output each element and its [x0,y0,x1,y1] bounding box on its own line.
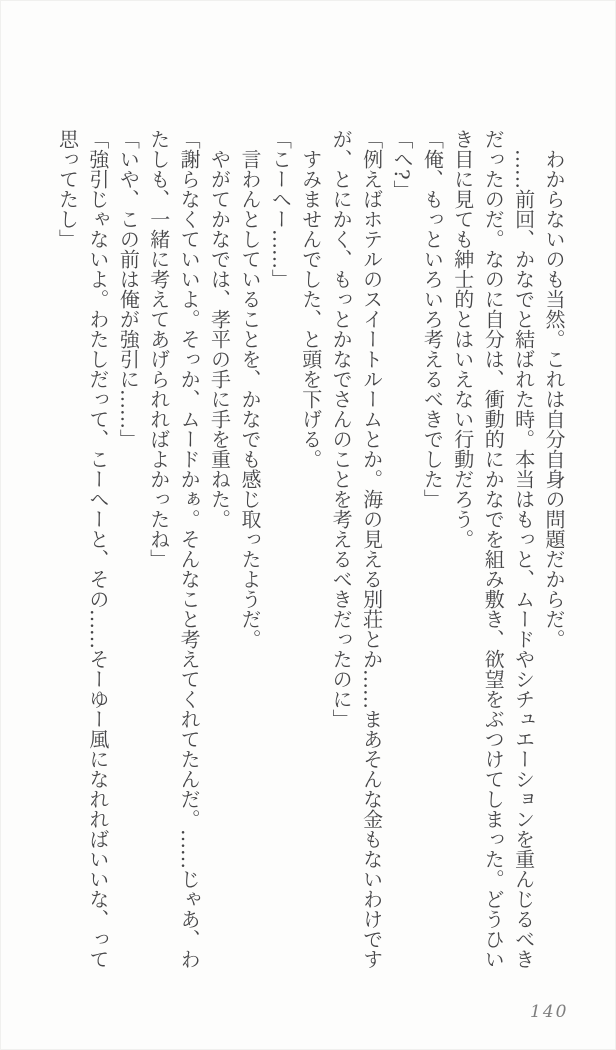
text-column-14: たしも、一緒に考えてあげられればよかったね」 [146,129,171,569]
text-column-5: 「俺、もっといろいろ考えるべきでした」 [420,129,445,509]
vertical-text-block [52,129,569,975]
text-column-16: 「強引じゃないよ。わたしだって、こーへーと、その……そーゆー風になれればいいな、って [85,129,110,969]
text-column-4: き目に見ても紳士的とはいえない行動だろう。 [450,129,475,549]
text-column-2: ……前回、かなでと結ばれた時。本当はもっと、ムードやシチュエーションを重んじるべき [511,149,536,969]
text-column-10: 「こーへー……」 [268,129,293,289]
text-column-9: すみませんでした、と頭を下げる。 [298,149,323,469]
text-column-11: 言わんとしていることを、かなでも感じ取ったようだ。 [237,149,262,649]
text-column-3: だったのだ。なのに自分は、衝動的にかなでを組み敷き、欲望をぶつけてしまった。どうひい [481,129,506,969]
text-column-6: 「へ?」 [389,129,414,200]
text-column-7: 「例えばホテルのスイートルームとか。海の見える別荘とか……まあそんな金もないわけです [359,129,384,969]
text-column-12: やがてかなでは、孝平の手に手を重ねた。 [207,149,232,529]
text-column-13: 「謝らなくていいよ。そっか、ムードかぁ。そんなこと考えてくれてたんだ。……じゃあ、わ [177,129,202,969]
text-column-15: 「いや、この前は俺が強引に……」 [116,129,141,449]
page-number: 140 [530,1002,569,1022]
text-column-1: わからないのも当然。これは自分自身の問題だからだ。 [542,149,566,649]
text-column-8: が、とにかく、もっとかなでさんのことを考えるべきだったのに」 [329,129,354,729]
text-column-17: 思ってたし」 [55,129,80,249]
